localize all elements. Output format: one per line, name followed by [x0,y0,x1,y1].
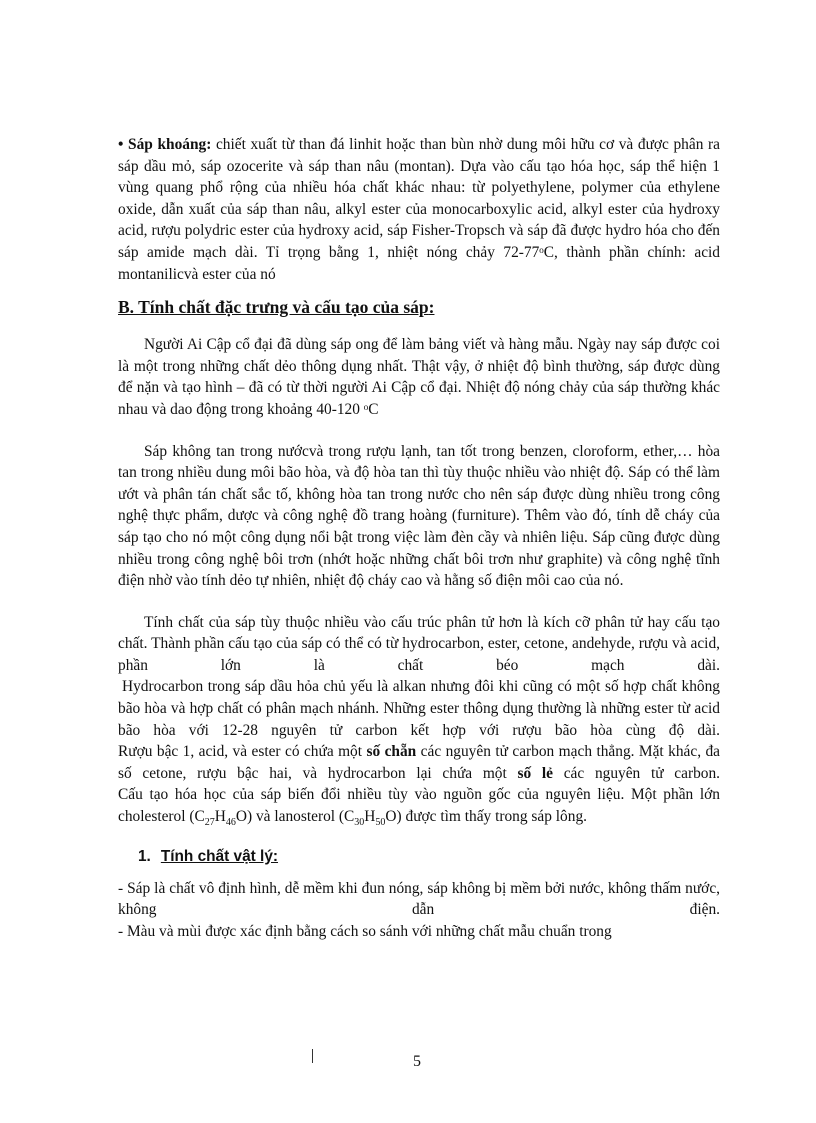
paragraph-cau-truc-d-5: O) được tìm thấy trong sáp lông. [385,808,587,826]
paragraph-sap-khoang-text: chiết xuất từ than đá linhit hoặc than bùn nhờ dung môi hữu cơ và được phân ra sáp dầu mỏ, sáp ozocerite và sáp than nâu (montan). Dựa vào cấu tạo hóa học, sáp thể hiện 1 vùng quang phổ rộng của nhiều hóa chất khác nhau: từ polyethylene, polymer của ethylene oxide, dẫn xuất của sáp than nâu, alkyl ester của monocarboxylic acid, alkyl ester của hydroxy acid, rượu polydric ester của hydroxy acid, sáp Fisher-Tropsch và sáp đã được hydro hóa cho đến sáp amide mạch dài. Tỉ trọng bằng 1, nhiệt nóng chảy 72-77ᵒC, thành phần chính: acid montanilicvà ester của nó [118,136,720,283]
footer-divider [312,1049,313,1063]
section-b-colon: : [428,297,435,318]
paragraph-cau-truc-c-3: các nguyên tử carbon. [553,764,721,782]
term-sap-khoang: Sáp khoáng: [128,136,212,153]
paragraph-cau-truc-d-3: O) và lanosterol (C [235,808,355,826]
paragraph-cau-truc-d-4: H [364,808,376,826]
paragraph-ai-cap: Người Ai Cập cổ đại đã dùng sáp ong để làm bảng viết và hàng mẫu. Ngày nay sáp được coi là một trong những chất dẻo thông dụng nhất. Thật vậy, ở nhiệt độ bình thường, sáp được dùng để nặn và tạo hình – đã có từ thời người Ai Cập cổ đại. Nhiệt độ nóng chảy của sáp thường khác nhau và dao động trong khoảng 40-120 ᵒC [118,336,720,418]
page-number: 5 [413,1053,421,1070]
paragraph-cau-truc-c-2: các nguyên tử carbon mạch thẳng. Mặt khác, đa số cetone, rượu bậc hai, và hydrocarbon lại chứa một [118,743,720,782]
paragraph-vat-ly-b: - Màu và mùi được xác định bằng cách so sánh với những chất mẫu chuẩn trong [118,922,612,940]
term-so-le: số lẻ [517,764,554,782]
paragraph-sap-khoang [118,134,720,285]
paragraph-cau-truc-d-2: H [214,808,226,826]
subscript-27: 27 [204,817,215,829]
section-b-heading [118,297,720,318]
subsection-1-heading [138,848,720,866]
section-b-title: B. Tính chất đặc trưng và cấu tạo của sáp [118,297,429,318]
subsection-1-number: 1. [138,847,151,865]
document-page [118,134,720,942]
paragraph-cau-truc-a: Tính chất của sáp tùy thuộc nhiều vào cấu trúc phân tử hơn là kích cỡ phân tử hay cấu tạo chất. Thành phần cấu tạo của sáp có thể có từ hydrocarbon, ester, cetone, andehyde, rượu và acid, phần lớn là chất béo mạch dài. [118,613,720,674]
subscript-50: 50 [375,817,386,829]
subscript-30: 30 [354,817,365,829]
paragraph-vat-ly-a: - Sáp là chất vô định hình, dễ mềm khi đun nóng, sáp không bị mềm bởi nước, không thấm nước, không dẫn điện. [118,879,720,919]
subscript-46: 46 [225,817,236,829]
paragraph-cau-truc-c [118,741,720,784]
paragraph-cau-truc-d-1: Cấu tạo hóa học của sáp biến đổi nhiều tùy vào nguồn gốc của nguyên liệu. Một phần lớn cholesterol (C [118,786,720,826]
paragraph-do-tan: Sáp không tan trong nướcvà trong rượu lạnh, tan tốt trong benzen, cloroform, ether,… hòa tan trong nhiều dung môi bão hòa, và độ hòa tan thì tùy thuộc nhiều vào nhiệt độ. Sáp có thể làm ướt và phân tán chất sắc tố, không hòa tan trong nước cho nên sáp được dùng nhiều trong công nghệ thực phẩm, dược và công nghệ đồ trang hoàng (furniture). Thêm vào đó, tính dễ cháy của sáp tạo cho nó một công dụng nổi bật trong việc làm đèn cầy và nhiên liệu. Sáp cũng được dùng nhiều trong công nghệ bôi trơn (nhớt hoặc những chất bôi trơn như graphite) và công nghệ tĩnh điện nhờ vào tính dẻo tự nhiên, nhiệt độ cháy cao và hằng số điện môi cao của nó. [118,442,720,590]
bullet-icon: • [118,136,124,153]
paragraph-cau-truc-d [118,784,720,833]
paragraph-cau-truc-b: Hydrocarbon trong sáp dầu hỏa chủ yếu là alkan nhưng đôi khi cũng có một số hợp chất không bão hòa và hợp chất có phân mạch nhánh. Những ester thông dụng thường là những ester từ acid bão hòa với 12-28 nguyên tử carbon kết hợp với rượu bão hòa cùng độ dài. [118,678,720,739]
term-so-chan: số chẵn [366,743,417,761]
paragraph-cau-truc-c-1: Rượu bậc 1, acid, và ester có chứa một [118,743,367,761]
subsection-1-title: Tính chất vật lý: [160,847,279,865]
